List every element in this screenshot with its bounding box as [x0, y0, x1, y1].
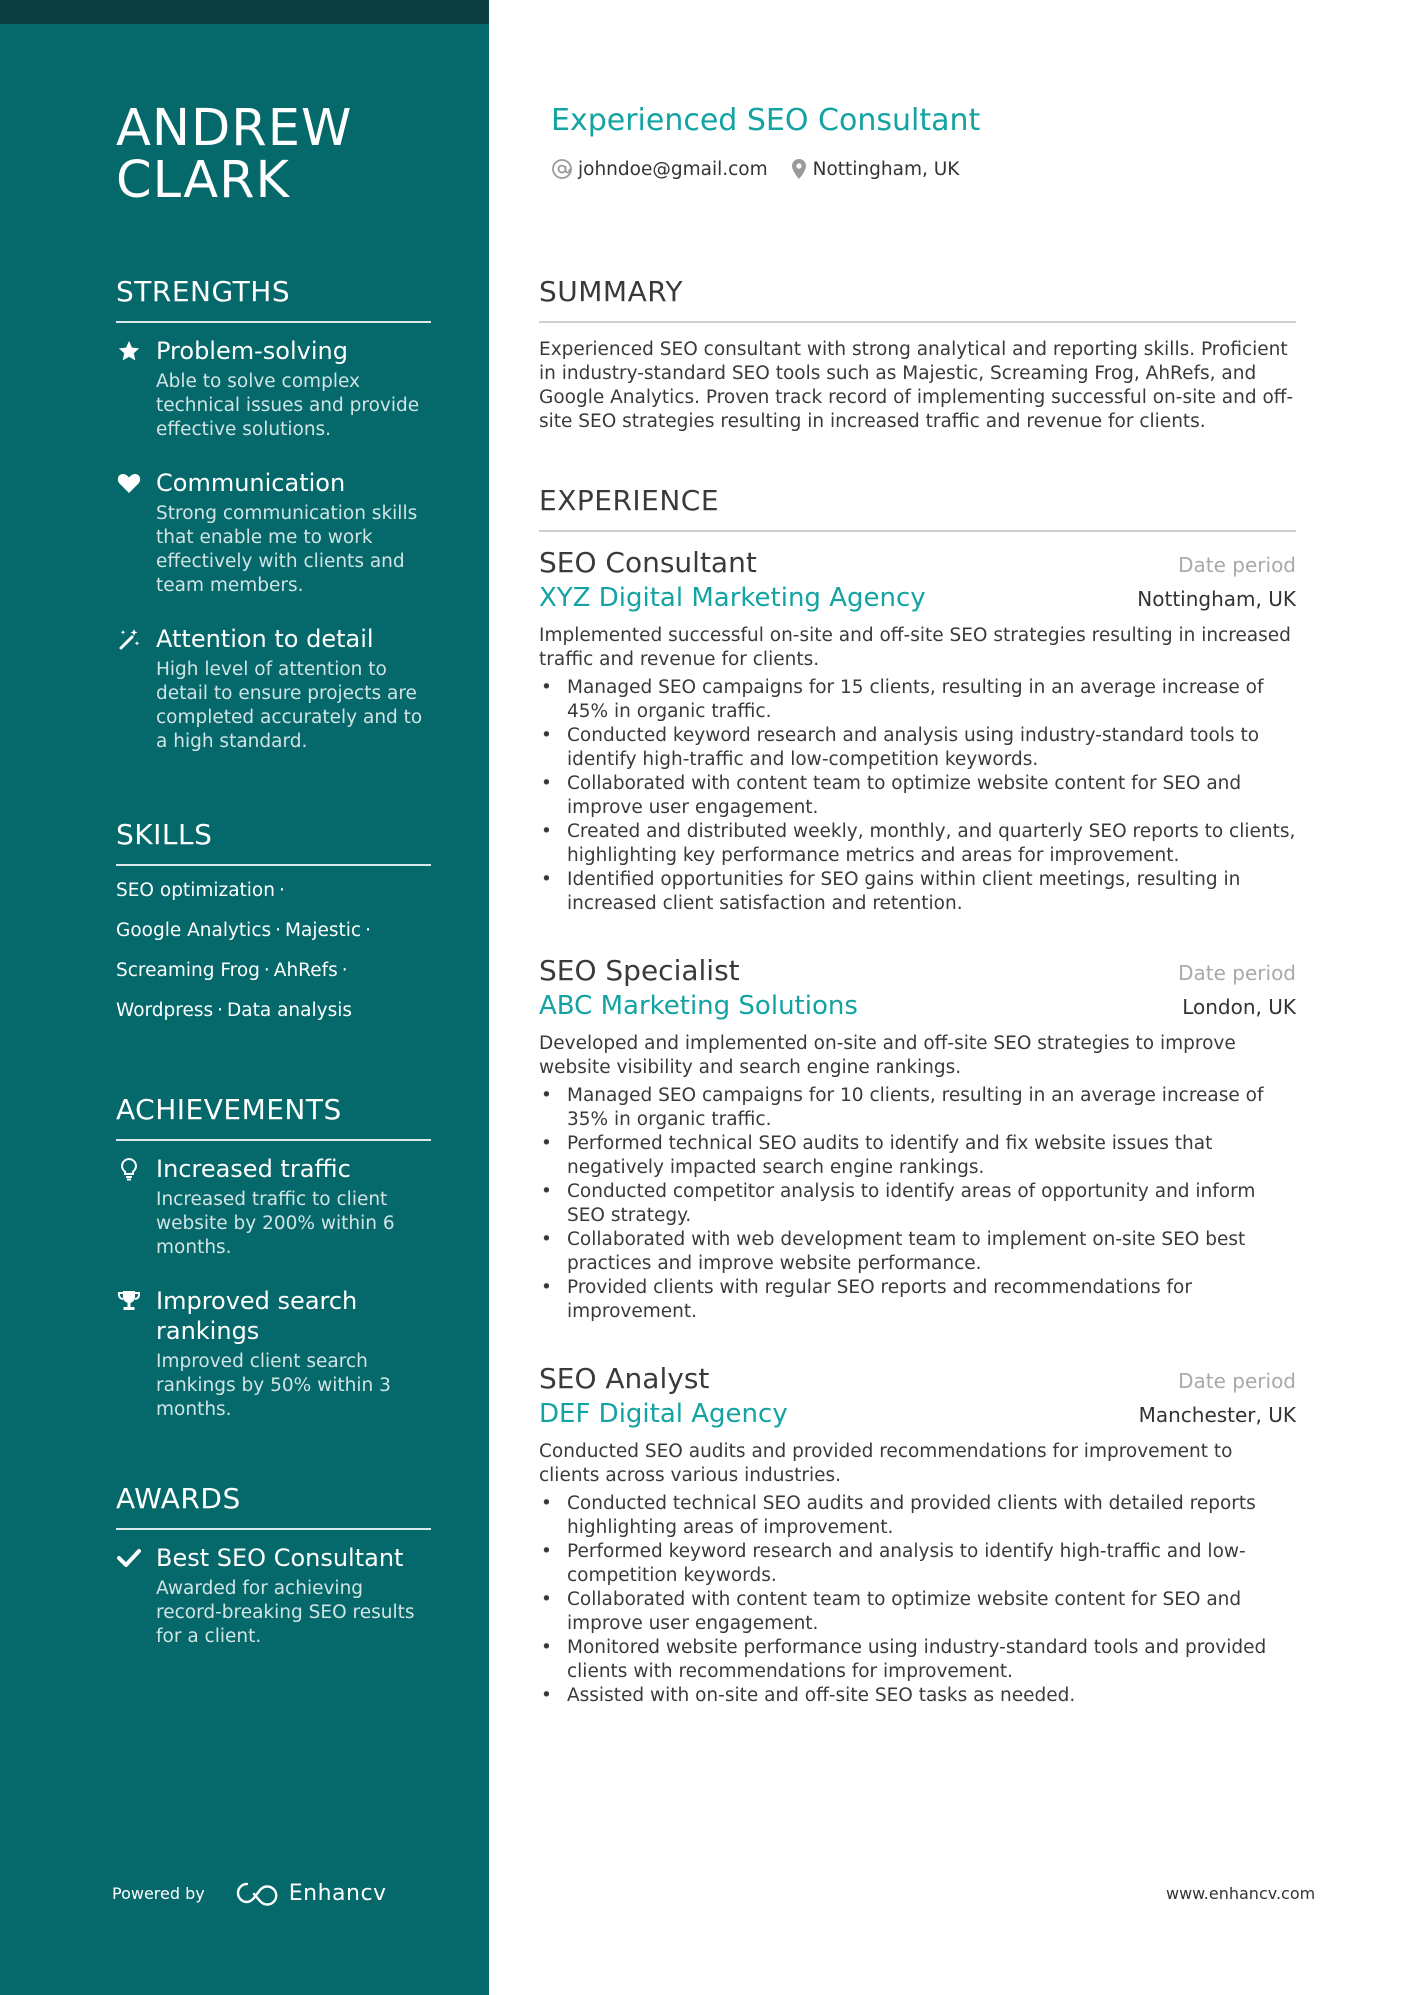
- magic-wand-icon: [116, 626, 142, 652]
- achievements-section: [116, 1093, 431, 1422]
- skill-tag: Screaming Frog: [116, 960, 260, 981]
- job-bullet: • Monitored website performance using industry-standard tools and provided clients with recommendations for improvement.: [539, 1636, 1296, 1684]
- job-bullet: • Managed SEO campaigns for 10 clients, resulting in an average increase of 35% in organic traffic.: [539, 1084, 1296, 1132]
- awards-title: AWARDS: [116, 1482, 431, 1530]
- strength-title: Communication: [156, 469, 346, 497]
- job-bullets: [539, 1084, 1296, 1324]
- skill-tag: Google Analytics: [116, 920, 272, 941]
- name-first: ANDREW: [116, 99, 353, 158]
- skill-row: SEO optimization ·: [116, 880, 285, 901]
- skill-tag: Wordpress: [116, 1000, 214, 1021]
- skill-row: Screaming Frog · AhRefs ·: [116, 960, 348, 981]
- job-entry: [539, 545, 1296, 916]
- award-desc: Awarded for achieving record-breaking SEO results for a client.: [156, 1578, 415, 1647]
- job-title: SEO Analyst: [539, 1362, 710, 1395]
- candidate-name: [116, 99, 353, 210]
- job-entry: [539, 953, 1296, 1324]
- skill-row: Google Analytics · Majestic ·: [116, 920, 371, 941]
- award-title: Best SEO Consultant: [156, 1544, 404, 1572]
- job-location: Nottingham, UK: [1137, 587, 1296, 611]
- summary-title: SUMMARY: [539, 275, 1296, 323]
- achievements-title: ACHIEVEMENTS: [116, 1093, 431, 1141]
- job-bullet: • Conducted keyword research and analysis using industry-standard tools to identify high-traffic and low-competition keywords.: [539, 724, 1296, 772]
- sidebar: [0, 0, 489, 1995]
- strength-item: [116, 336, 431, 442]
- trophy-icon: [116, 1288, 142, 1314]
- achievement-desc: Improved client search rankings by 50% within 3 months.: [156, 1351, 391, 1420]
- checkmark-icon: [116, 1545, 142, 1571]
- strength-desc: Able to solve complex technical issues and provide effective solutions.: [156, 371, 420, 440]
- job-description: Conducted SEO audits and provided recommendations for improvement to clients across various industries.: [539, 1441, 1233, 1486]
- enhancv-brand: Enhancv: [288, 1880, 387, 1906]
- email-text: johndoe@gmail.com: [578, 158, 768, 180]
- job-date: Date period: [1178, 961, 1296, 985]
- job-bullet: • Collaborated with content team to optimize website content for SEO and improve user engagement.: [539, 1588, 1296, 1636]
- strength-title: Problem-solving: [156, 337, 348, 365]
- job-bullet: • Provided clients with regular SEO reports and recommendations for improvement.: [539, 1276, 1296, 1324]
- job-bullet: • Performed keyword research and analysis to identify high-traffic and low-competition keywords.: [539, 1540, 1296, 1588]
- strength-item: [116, 468, 431, 598]
- job-bullet: • Conducted technical SEO audits and provided clients with detailed reports highlighting areas of improvement.: [539, 1492, 1296, 1540]
- headline: Experienced SEO Consultant: [551, 103, 981, 138]
- award-item: [116, 1543, 431, 1649]
- strength-desc: High level of attention to detail to ensure projects are completed accurately and to a high standard.: [156, 659, 423, 752]
- skill-tag: Majestic: [285, 920, 362, 941]
- job-date: Date period: [1178, 1369, 1296, 1393]
- at-icon: [551, 158, 573, 180]
- job-entry: [539, 1361, 1296, 1708]
- job-bullet: • Assisted with on-site and off-site SEO tasks as needed.: [539, 1684, 1296, 1708]
- contact-info: [551, 158, 981, 180]
- job-bullet: • Collaborated with content team to optimize website content for SEO and improve user engagement.: [539, 772, 1296, 820]
- job-bullet: • Created and distributed weekly, monthly, and quarterly SEO reports to clients, highlighting key performance metrics and areas for improvement.: [539, 820, 1296, 868]
- job-bullet: • Performed technical SEO audits to identify and fix website issues that negatively impacted search engine rankings.: [539, 1132, 1296, 1180]
- awards-section: [116, 1482, 431, 1649]
- strengths-title: STRENGTHS: [116, 275, 431, 323]
- skill-tag: Data analysis: [227, 1000, 353, 1021]
- enhancv-logo[interactable]: [233, 1880, 387, 1906]
- strength-item: [116, 624, 431, 754]
- job-bullets: [539, 676, 1296, 916]
- job-title: SEO Specialist: [539, 954, 740, 987]
- job-location: London, UK: [1182, 995, 1296, 1019]
- job-company: ABC Marketing Solutions: [539, 991, 858, 1021]
- achievement-title: Increased traffic: [156, 1155, 351, 1183]
- achievement-item: [116, 1286, 431, 1422]
- job-bullet: • Collaborated with web development team to implement on-site SEO best practices and improve website performance.: [539, 1228, 1296, 1276]
- website-link[interactable]: www.enhancv.com: [1166, 1884, 1316, 1903]
- location-pin-icon: [790, 158, 808, 180]
- job-bullet: • Conducted competitor analysis to identify areas of opportunity and inform SEO strategy.: [539, 1180, 1296, 1228]
- summary-text: Experienced SEO consultant with strong analytical and reporting skills. Proficient in industry-standard SEO tools such as Majestic, Screaming Frog, AhRefs, and Google Analytics. Proven track record of implementing successful on-site and off-site SEO strategies resulting in increased traffic and revenue for clients.: [539, 339, 1294, 432]
- strength-desc: Strong communication skills that enable me to work effectively with clients and team members.: [156, 503, 418, 596]
- skill-tag: AhRefs: [273, 960, 338, 981]
- job-bullet: • Managed SEO campaigns for 15 clients, resulting in an average increase of 45% in organic traffic.: [539, 676, 1296, 724]
- job-company: XYZ Digital Marketing Agency: [539, 583, 926, 613]
- achievement-title: Improved search rankings: [156, 1287, 358, 1345]
- contact-location: [790, 158, 960, 180]
- powered-by-label: Powered by: [112, 1883, 205, 1903]
- heart-icon: [116, 470, 142, 496]
- job-description: Implemented successful on-site and off-site SEO strategies resulting in increased traffic and revenue for clients.: [539, 625, 1291, 670]
- achievement-desc: Increased traffic to client website by 200% within 6 months.: [156, 1189, 395, 1258]
- job-bullets: [539, 1492, 1296, 1708]
- contact-email[interactable]: [551, 158, 768, 180]
- experience-title: EXPERIENCE: [539, 484, 1296, 532]
- achievement-item: [116, 1154, 431, 1260]
- lightbulb-icon: [116, 1156, 142, 1182]
- skills-list: [116, 879, 431, 1023]
- name-last: CLARK: [116, 151, 290, 210]
- strength-title: Attention to detail: [156, 625, 374, 653]
- star-icon: [116, 338, 142, 364]
- strengths-section: [116, 275, 431, 754]
- location-text: Nottingham, UK: [812, 158, 960, 180]
- job-location: Manchester, UK: [1138, 1403, 1296, 1427]
- job-bullet: • Identified opportunities for SEO gains within client meetings, resulting in increased client satisfaction and retention.: [539, 868, 1296, 916]
- powered-by: [112, 1880, 387, 1906]
- job-description: Developed and implemented on-site and off-site SEO strategies to improve website visibility and search engine rankings.: [539, 1033, 1236, 1078]
- job-company: DEF Digital Agency: [539, 1399, 788, 1429]
- job-date: Date period: [1178, 553, 1296, 577]
- skills-title: SKILLS: [116, 818, 431, 866]
- skill-tag: SEO optimization: [116, 880, 275, 901]
- skill-row: Wordpress · Data analysis: [116, 1000, 353, 1021]
- job-title: SEO Consultant: [539, 546, 757, 579]
- skills-section: [116, 818, 431, 1039]
- sidebar-top-bar: [0, 0, 489, 24]
